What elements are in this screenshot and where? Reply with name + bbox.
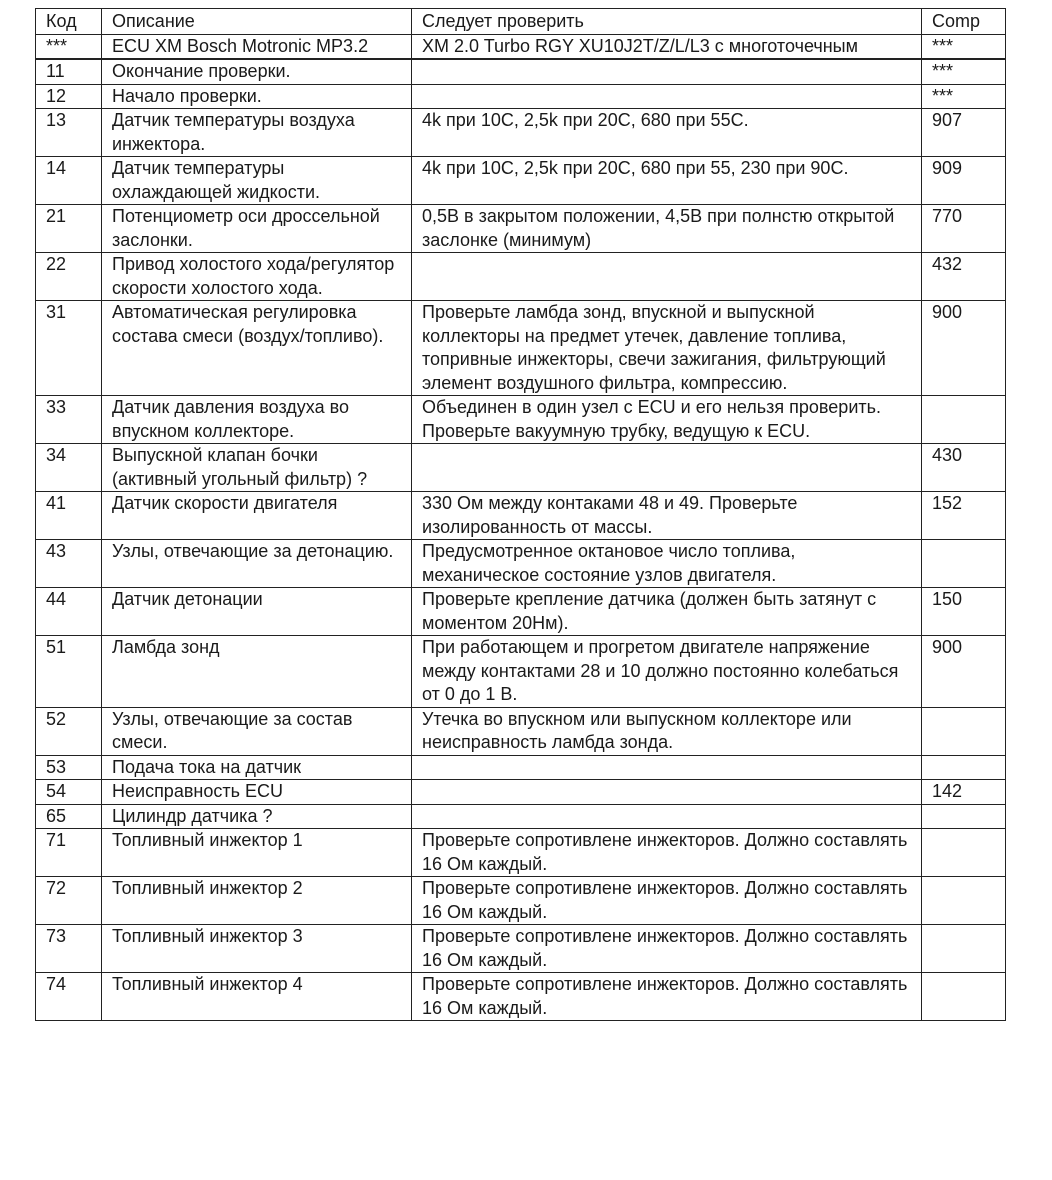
table-header-row — [36, 9, 1006, 35]
cell-comp — [922, 755, 1006, 780]
cell-code: 44 — [36, 588, 102, 636]
cell-description: Датчик температуры охлаждающей жидкости. — [102, 157, 412, 205]
cell-check: Проверьте ламбда зонд, впускной и выпускной коллекторы на предмет утечек, давление топлива, топривные инжекторы, свечи зажигания, фильтрующий элемент воздушного фильтра, компрессию. — [412, 301, 922, 396]
table-row — [36, 973, 1006, 1021]
cell-comp — [922, 804, 1006, 829]
cell-check: Проверьте сопротивлене инжекторов. Должно составлять 16 Ом каждый. — [412, 973, 922, 1021]
cell-description: Топливный инжектор 3 — [102, 925, 412, 973]
cell-comp: 909 — [922, 157, 1006, 205]
table-body — [36, 34, 1006, 1021]
cell-code: 21 — [36, 205, 102, 253]
cell-code: 71 — [36, 829, 102, 877]
cell-comp — [922, 540, 1006, 588]
cell-comp — [922, 396, 1006, 444]
cell-code: 51 — [36, 636, 102, 708]
cell-check: Проверьте сопротивлене инжекторов. Должно составлять 16 Ом каждый. — [412, 877, 922, 925]
cell-check: Проверьте сопротивлене инжекторов. Должно составлять 16 Ом каждый. — [412, 829, 922, 877]
cell-description: Топливный инжектор 1 — [102, 829, 412, 877]
cell-code: 43 — [36, 540, 102, 588]
cell-comp: 150 — [922, 588, 1006, 636]
cell-code: 34 — [36, 444, 102, 492]
cell-comp — [922, 877, 1006, 925]
cell-comp: 152 — [922, 492, 1006, 540]
cell-code: 31 — [36, 301, 102, 396]
cell-check — [412, 84, 922, 109]
header-code: Код — [36, 9, 102, 35]
cell-check: Утечка во впускном или выпускном коллекторе или неисправность ламбда зонда. — [412, 707, 922, 755]
cell-check — [412, 60, 922, 85]
cell-code: 41 — [36, 492, 102, 540]
cell-check: При работающем и прогретом двигателе напряжение между контактами 28 и 10 должно постоянно колебаться от 0 до 1 В. — [412, 636, 922, 708]
cell-comp: 432 — [922, 253, 1006, 301]
header-comp: Comp — [922, 9, 1006, 35]
cell-check — [412, 755, 922, 780]
table-row — [36, 540, 1006, 588]
cell-comp: 900 — [922, 636, 1006, 708]
cell-comp: 907 — [922, 109, 1006, 157]
cell-check — [412, 780, 922, 805]
cell-code: 54 — [36, 780, 102, 805]
cell-comp — [922, 829, 1006, 877]
cell-description: Ламбда зонд — [102, 636, 412, 708]
cell-code: 13 — [36, 109, 102, 157]
cell-comp: 142 — [922, 780, 1006, 805]
cell-description: Выпускной клапан бочки (активный угольный фильтр) ? — [102, 444, 412, 492]
header-description: Описание — [102, 9, 412, 35]
cell-code: 65 — [36, 804, 102, 829]
cell-comp: *** — [922, 60, 1006, 85]
cell-code: 11 — [36, 60, 102, 85]
table-row — [36, 780, 1006, 805]
cell-code: 74 — [36, 973, 102, 1021]
cell-comp — [922, 707, 1006, 755]
cell-description: Топливный инжектор 4 — [102, 973, 412, 1021]
cell-comp: *** — [922, 34, 1006, 59]
table-row — [36, 109, 1006, 157]
cell-check — [412, 253, 922, 301]
cell-description: Подача тока на датчик — [102, 755, 412, 780]
table-row — [36, 492, 1006, 540]
table-row — [36, 755, 1006, 780]
table-row — [36, 60, 1006, 85]
cell-description: Потенциометр оси дроссельной заслонки. — [102, 205, 412, 253]
table-row — [36, 877, 1006, 925]
cell-code: 12 — [36, 84, 102, 109]
cell-check: XM 2.0 Turbo RGY XU10J2T/Z/L/L3 с многоточечным — [412, 34, 922, 59]
table-row — [36, 707, 1006, 755]
cell-description: Узлы, отвечающие за детонацию. — [102, 540, 412, 588]
cell-code: 73 — [36, 925, 102, 973]
cell-description: Датчик детонации — [102, 588, 412, 636]
cell-description: Датчик температуры воздуха инжектора. — [102, 109, 412, 157]
cell-comp: 770 — [922, 205, 1006, 253]
table-row — [36, 636, 1006, 708]
cell-comp — [922, 925, 1006, 973]
cell-description: Привод холостого хода/регулятор скорости холостого хода. — [102, 253, 412, 301]
fault-code-table — [35, 8, 1006, 1021]
cell-comp: 430 — [922, 444, 1006, 492]
table-row — [36, 829, 1006, 877]
cell-description: Начало проверки. — [102, 84, 412, 109]
table-row — [36, 396, 1006, 444]
cell-description: Окончание проверки. — [102, 60, 412, 85]
table-row — [36, 157, 1006, 205]
cell-comp — [922, 973, 1006, 1021]
cell-description: Датчик скорости двигателя — [102, 492, 412, 540]
cell-check: Предусмотренное октановое число топлива, механическое состояние узлов двигателя. — [412, 540, 922, 588]
cell-comp: *** — [922, 84, 1006, 109]
cell-description: Топливный инжектор 2 — [102, 877, 412, 925]
table-row — [36, 804, 1006, 829]
table-row — [36, 253, 1006, 301]
table-row — [36, 34, 1006, 59]
cell-description: Узлы, отвечающие за состав смеси. — [102, 707, 412, 755]
cell-check: 0,5В в закрытом положении, 4,5В при полнстю открытой заслонке (минимум) — [412, 205, 922, 253]
cell-check — [412, 444, 922, 492]
cell-check: 4k при 10C, 2,5k при 20C, 680 при 55, 230 при 90C. — [412, 157, 922, 205]
cell-comp: 900 — [922, 301, 1006, 396]
table-row — [36, 444, 1006, 492]
cell-code: 72 — [36, 877, 102, 925]
cell-check: 4k при 10C, 2,5k при 20C, 680 при 55C. — [412, 109, 922, 157]
cell-check — [412, 804, 922, 829]
cell-code: 33 — [36, 396, 102, 444]
cell-code: 22 — [36, 253, 102, 301]
table-row — [36, 301, 1006, 396]
table-row — [36, 84, 1006, 109]
cell-code: 53 — [36, 755, 102, 780]
cell-check: Проверьте крепление датчика (должен быть затянут с моментом 20Нм). — [412, 588, 922, 636]
cell-description: Неисправность ECU — [102, 780, 412, 805]
table-row — [36, 205, 1006, 253]
table-row — [36, 925, 1006, 973]
cell-code: 14 — [36, 157, 102, 205]
cell-check: Проверьте сопротивлене инжекторов. Должно составлять 16 Ом каждый. — [412, 925, 922, 973]
cell-description: Автоматическая регулировка состава смеси (воздух/топливо). — [102, 301, 412, 396]
cell-description: ECU XM Bosch Motronic MP3.2 — [102, 34, 412, 59]
header-check: Следует проверить — [412, 9, 922, 35]
table-row — [36, 588, 1006, 636]
cell-code: *** — [36, 34, 102, 59]
cell-check: 330 Ом между контаками 48 и 49. Проверьте изолированность от массы. — [412, 492, 922, 540]
cell-code: 52 — [36, 707, 102, 755]
cell-description: Цилиндр датчика ? — [102, 804, 412, 829]
cell-description: Датчик давления воздуха во впускном коллекторе. — [102, 396, 412, 444]
cell-check: Объединен в один узел с ECU и его нельзя проверить. Проверьте вакуумную трубку, ведущую к ECU. — [412, 396, 922, 444]
